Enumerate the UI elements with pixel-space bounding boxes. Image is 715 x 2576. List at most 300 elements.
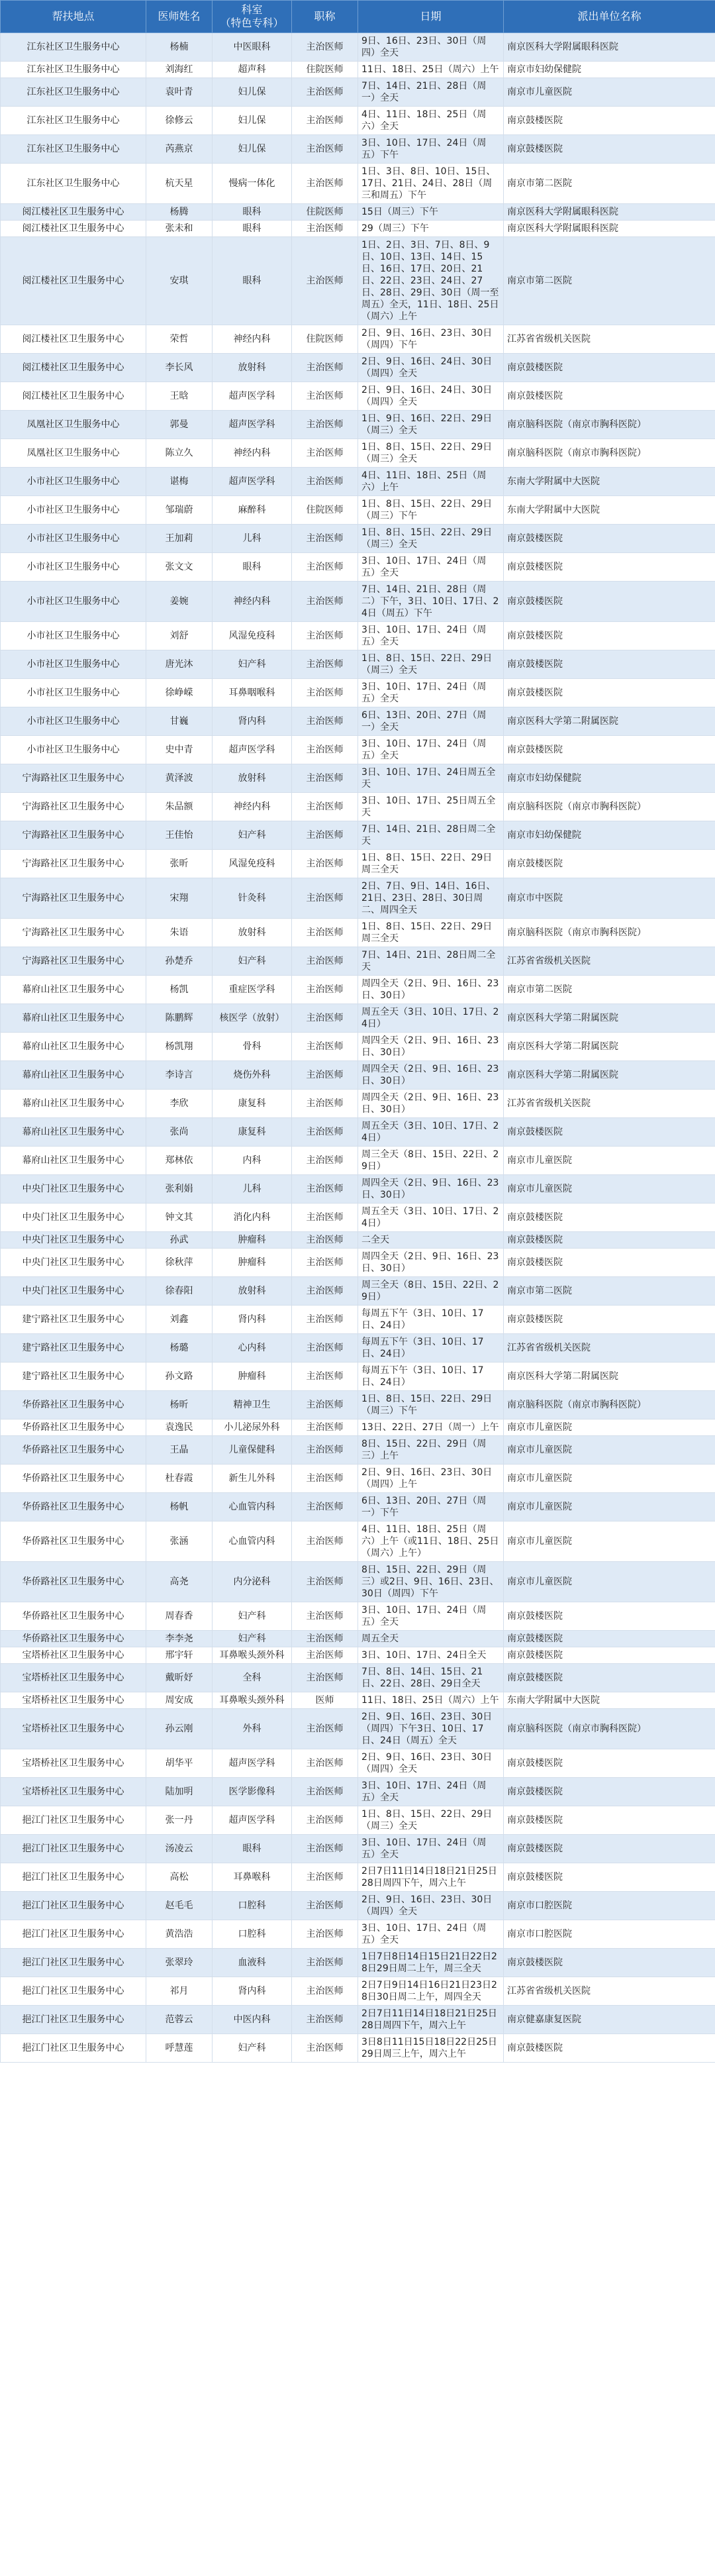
cell-title: 主治医师: [292, 793, 358, 821]
cell-doctor: 范蓉云: [146, 2006, 213, 2034]
cell-unit: 南京鼓楼医院: [504, 736, 715, 764]
cell-title: 主治医师: [292, 1090, 358, 1118]
cell-doctor: 郑林依: [146, 1147, 213, 1175]
cell-doctor: 赵毛毛: [146, 1892, 213, 1920]
cell-site: 挹江门社区卫生服务中心: [1, 1949, 146, 1977]
cell-department: 肾内科: [213, 1977, 292, 2006]
cell-date: 周五全天（3日、10日、17日、24日）: [358, 1204, 504, 1232]
cell-unit: 南京市妇幼保健院: [504, 62, 715, 78]
cell-date: 7日、14日、21日、28日周二全天: [358, 947, 504, 976]
cell-title: 主治医师: [292, 1806, 358, 1835]
cell-department: 儿童保健科: [213, 1436, 292, 1465]
cell-site: 阅江楼社区卫生服务中心: [1, 204, 146, 221]
cell-site: 小市社区卫生服务中心: [1, 468, 146, 496]
cell-site: 华侨路社区卫生服务中心: [1, 1465, 146, 1493]
cell-unit: 南京市儿童医院: [504, 1562, 715, 1602]
cell-department: 康复科: [213, 1118, 292, 1147]
table-row: [1, 33, 715, 62]
cell-doctor: 张涵: [146, 1521, 213, 1562]
cell-unit: 南京医科大学第二附属医院: [504, 707, 715, 736]
cell-unit: 南京鼓楼医院: [504, 1647, 715, 1664]
cell-department: 妇产科: [213, 947, 292, 976]
cell-date: 周四全天（2日、9日、16日、23日、30日）: [358, 1175, 504, 1204]
cell-title: 住院医师: [292, 325, 358, 354]
cell-title: 主治医师: [292, 919, 358, 947]
cell-doctor: 李长风: [146, 354, 213, 382]
cell-site: 华侨路社区卫生服务中心: [1, 1419, 146, 1436]
cell-title: 主治医师: [292, 1306, 358, 1334]
cell-site: 江东社区卫生服务中心: [1, 135, 146, 164]
cell-department: 中医眼科: [213, 33, 292, 62]
cell-date: 7日、14日、21日、28日（周二）下午，3日、10日、17日、24日（周五）下午: [358, 582, 504, 622]
cell-date: 1日、8日、15日、22日、29日周三全天: [358, 850, 504, 878]
cell-date: 周四全天（2日、9日、16日、23日、30日）: [358, 1061, 504, 1090]
header-title: 职称: [292, 1, 358, 33]
table-row: [1, 525, 715, 553]
cell-title: 住院医师: [292, 204, 358, 221]
cell-unit: 南京鼓楼医院: [504, 1249, 715, 1277]
cell-doctor: 安琪: [146, 237, 213, 325]
cell-department: 小儿泌尿外科: [213, 1419, 292, 1436]
cell-doctor: 杨凯翔: [146, 1033, 213, 1061]
cell-site: 挹江门社区卫生服务中心: [1, 1863, 146, 1892]
cell-unit: 南京市儿童医院: [504, 1521, 715, 1562]
cell-department: 超声医学科: [213, 736, 292, 764]
header-doctor: 医师姓名: [146, 1, 213, 33]
table-row: [1, 1562, 715, 1602]
cell-doctor: 芮燕京: [146, 135, 213, 164]
cell-doctor: 李诗言: [146, 1061, 213, 1090]
cell-date: 7日、14日、21日、28日周二全天: [358, 821, 504, 850]
cell-date: 3日、10日、17日、24日（周五）全天: [358, 1920, 504, 1949]
cell-date: 周五全天: [358, 1631, 504, 1647]
cell-doctor: 孙武: [146, 1232, 213, 1249]
cell-doctor: 刘海红: [146, 62, 213, 78]
cell-doctor: 孙云刚: [146, 1709, 213, 1749]
cell-department: 烧伤外科: [213, 1061, 292, 1090]
cell-title: 主治医师: [292, 622, 358, 650]
cell-unit: 南京鼓楼医院: [504, 1602, 715, 1631]
cell-unit: 南京鼓楼医院: [504, 1778, 715, 1806]
cell-title: 主治医师: [292, 1004, 358, 1033]
cell-unit: 南京市中医院: [504, 878, 715, 919]
cell-date: 3日、10日、17日、24日周五全天: [358, 764, 504, 793]
cell-doctor: 杨凯: [146, 976, 213, 1004]
table-row: [1, 1977, 715, 2006]
table-row: [1, 221, 715, 237]
header-site: 帮扶地点: [1, 1, 146, 33]
cell-site: 宝塔桥社区卫生服务中心: [1, 1664, 146, 1692]
cell-unit: 南京鼓楼医院: [504, 1863, 715, 1892]
cell-unit: 南京鼓楼医院: [504, 1204, 715, 1232]
cell-date: 9日、16日、23日、30日（周四）全天: [358, 33, 504, 62]
cell-site: 宁海路社区卫生服务中心: [1, 821, 146, 850]
cell-site: 宁海路社区卫生服务中心: [1, 919, 146, 947]
cell-date: 3日、10日、17日、24日（周五）全天: [358, 1602, 504, 1631]
cell-date: 1日、8日、15日、22日、29日周三全天: [358, 919, 504, 947]
cell-date: 2日7日9日14日16日21日23日28日30日周二上午，周四全天: [358, 1977, 504, 2006]
cell-date: 8日、15日、22日、29日（周三）上午: [358, 1436, 504, 1465]
cell-department: 精神卫生: [213, 1391, 292, 1419]
cell-title: 主治医师: [292, 2034, 358, 2063]
table-row: [1, 1892, 715, 1920]
table-row: [1, 707, 715, 736]
cell-title: 主治医师: [292, 1118, 358, 1147]
cell-site: 中央门社区卫生服务中心: [1, 1175, 146, 1204]
cell-title: 主治医师: [292, 1419, 358, 1436]
table-row: [1, 679, 715, 707]
cell-site: 江东社区卫生服务中心: [1, 164, 146, 204]
cell-site: 挹江门社区卫生服务中心: [1, 2006, 146, 2034]
table-row: [1, 1204, 715, 1232]
cell-title: 主治医师: [292, 164, 358, 204]
cell-date: 3日、10日、17日、24日（周五）全天: [358, 622, 504, 650]
cell-title: 主治医师: [292, 1647, 358, 1664]
cell-department: 肾内科: [213, 1306, 292, 1334]
cell-department: 重症医学科: [213, 976, 292, 1004]
cell-date: 2日、9日、16日、23日、30日（周四）下午: [358, 325, 504, 354]
cell-department: 超声医学科: [213, 411, 292, 439]
cell-unit: 南京市第二医院: [504, 976, 715, 1004]
cell-unit: 南京市口腔医院: [504, 1892, 715, 1920]
cell-date: 1日、8日、15日、22日、29日（周三）全天: [358, 525, 504, 553]
table-row: [1, 1920, 715, 1949]
cell-site: 中央门社区卫生服务中心: [1, 1204, 146, 1232]
cell-title: 主治医师: [292, 1778, 358, 1806]
cell-date: 3日、10日、17日、25日周五全天: [358, 793, 504, 821]
cell-site: 宝塔桥社区卫生服务中心: [1, 1778, 146, 1806]
table-row: [1, 947, 715, 976]
cell-date: 3日、10日、17日、24日（周五）全天: [358, 1778, 504, 1806]
cell-unit: 南京医科大学第二附属医院: [504, 1061, 715, 1090]
cell-title: 主治医师: [292, 947, 358, 976]
cell-site: 宝塔桥社区卫生服务中心: [1, 1749, 146, 1778]
cell-department: 眼科: [213, 1835, 292, 1863]
cell-doctor: 邹瑞蔚: [146, 496, 213, 525]
table-row: [1, 1835, 715, 1863]
cell-site: 建宁路社区卫生服务中心: [1, 1363, 146, 1391]
table-row: [1, 1033, 715, 1061]
cell-date: 周五全天（3日、10日、17日、24日）: [358, 1118, 504, 1147]
cell-doctor: 杨璐: [146, 1334, 213, 1363]
cell-title: 主治医师: [292, 764, 358, 793]
cell-doctor: 甘巍: [146, 707, 213, 736]
cell-date: 周三全天（8日、15日、22日、29日）: [358, 1277, 504, 1306]
cell-date: 6日、13日、20日、27日（周一）全天: [358, 707, 504, 736]
cell-site: 小市社区卫生服务中心: [1, 679, 146, 707]
cell-department: 儿科: [213, 1175, 292, 1204]
cell-title: 主治医师: [292, 439, 358, 468]
cell-department: 消化内科: [213, 1204, 292, 1232]
header-date: 日期: [358, 1, 504, 33]
cell-unit: 南京市儿童医院: [504, 1419, 715, 1436]
cell-doctor: 杨腾: [146, 204, 213, 221]
cell-doctor: 邢宇轩: [146, 1647, 213, 1664]
cell-doctor: 张利娟: [146, 1175, 213, 1204]
cell-doctor: 徐春阳: [146, 1277, 213, 1306]
cell-unit: 南京脑科医院（南京市胸科医院）: [504, 919, 715, 947]
cell-doctor: 高尧: [146, 1562, 213, 1602]
cell-doctor: 戴昕妤: [146, 1664, 213, 1692]
table-row: [1, 1436, 715, 1465]
cell-unit: 南京市儿童医院: [504, 1436, 715, 1465]
table-row: [1, 1806, 715, 1835]
cell-unit: 东南大学附属中大医院: [504, 1692, 715, 1709]
table-row: [1, 411, 715, 439]
cell-site: 挹江门社区卫生服务中心: [1, 1892, 146, 1920]
cell-unit: 南京鼓楼医院: [504, 553, 715, 582]
cell-doctor: 王佳怡: [146, 821, 213, 850]
cell-date: 周五全天（3日、10日、17日、24日）: [358, 1004, 504, 1033]
cell-date: 每周五下午（3日、10日、17日、24日）: [358, 1306, 504, 1334]
cell-unit: 南京市第二医院: [504, 164, 715, 204]
cell-department: 耳鼻喉科: [213, 1863, 292, 1892]
cell-site: 华侨路社区卫生服务中心: [1, 1493, 146, 1521]
table-row: [1, 1306, 715, 1334]
table-row: [1, 439, 715, 468]
cell-title: 主治医师: [292, 1602, 358, 1631]
cell-doctor: 杨帆: [146, 1493, 213, 1521]
cell-title: 主治医师: [292, 878, 358, 919]
cell-site: 小市社区卫生服务中心: [1, 582, 146, 622]
cell-department: 肿瘤科: [213, 1232, 292, 1249]
cell-doctor: 王加莉: [146, 525, 213, 553]
cell-date: 1日、3日、8日、10日、15日、17日、21日、24日、28日（周三和周五）下午: [358, 164, 504, 204]
cell-date: 周四全天（2日、9日、16日、23日、30日）: [358, 976, 504, 1004]
cell-date: 每周五下午（3日、10日、17日、24日）: [358, 1334, 504, 1363]
cell-doctor: 呼慧莲: [146, 2034, 213, 2063]
cell-site: 中央门社区卫生服务中心: [1, 1277, 146, 1306]
cell-unit: 南京鼓楼医院: [504, 1806, 715, 1835]
cell-date: 7日、8日、14日、15日、21日、22日、28日、29日全天: [358, 1664, 504, 1692]
cell-site: 小市社区卫生服务中心: [1, 650, 146, 679]
cell-doctor: 钟文其: [146, 1204, 213, 1232]
cell-doctor: 杨昕: [146, 1391, 213, 1419]
table-row: [1, 1277, 715, 1306]
cell-title: 主治医师: [292, 679, 358, 707]
cell-doctor: 朱品额: [146, 793, 213, 821]
header-department: 科室 （特色专科）: [213, 1, 292, 33]
cell-title: 主治医师: [292, 850, 358, 878]
cell-doctor: 黄浩浩: [146, 1920, 213, 1949]
cell-site: 江东社区卫生服务中心: [1, 107, 146, 135]
cell-department: 新生儿外科: [213, 1465, 292, 1493]
cell-doctor: 王晶: [146, 1436, 213, 1465]
cell-department: 肾内科: [213, 707, 292, 736]
table-row: [1, 107, 715, 135]
cell-department: 眼科: [213, 204, 292, 221]
cell-unit: 南京脑科医院（南京市胸科医院）: [504, 1709, 715, 1749]
cell-site: 挹江门社区卫生服务中心: [1, 2034, 146, 2063]
table-row: [1, 821, 715, 850]
cell-title: 主治医师: [292, 382, 358, 411]
cell-title: 主治医师: [292, 468, 358, 496]
cell-department: 内分泌科: [213, 1562, 292, 1602]
cell-title: 主治医师: [292, 1920, 358, 1949]
cell-unit: 南京医科大学第二附属医院: [504, 1004, 715, 1033]
cell-site: 华侨路社区卫生服务中心: [1, 1436, 146, 1465]
table-row: [1, 1419, 715, 1436]
cell-title: 主治医师: [292, 1977, 358, 2006]
table-row: [1, 1118, 715, 1147]
cell-unit: 南京市妇幼保健院: [504, 764, 715, 793]
cell-title: 主治医师: [292, 1391, 358, 1419]
cell-unit: 南京脑科医院（南京市胸科医院）: [504, 411, 715, 439]
cell-doctor: 徐峥嵘: [146, 679, 213, 707]
cell-title: 主治医师: [292, 1033, 358, 1061]
cell-department: 妇儿保: [213, 78, 292, 107]
cell-date: 11日、18日、25日（周六）上午: [358, 1692, 504, 1709]
cell-date: 3日、10日、17日、24日（周五）全天: [358, 736, 504, 764]
cell-site: 阅江楼社区卫生服务中心: [1, 237, 146, 325]
cell-title: 住院医师: [292, 62, 358, 78]
cell-department: 放射科: [213, 919, 292, 947]
cell-site: 挹江门社区卫生服务中心: [1, 1806, 146, 1835]
cell-doctor: 周安成: [146, 1692, 213, 1709]
cell-doctor: 张昕: [146, 850, 213, 878]
table-row: [1, 1692, 715, 1709]
cell-department: 妇产科: [213, 1602, 292, 1631]
cell-site: 阅江楼社区卫生服务中心: [1, 325, 146, 354]
cell-site: 华侨路社区卫生服务中心: [1, 1562, 146, 1602]
table-row: [1, 582, 715, 622]
table-row: [1, 736, 715, 764]
cell-doctor: 谌梅: [146, 468, 213, 496]
cell-title: 主治医师: [292, 1493, 358, 1521]
cell-doctor: 李欣: [146, 1090, 213, 1118]
cell-date: 3日、10日、17日、24日（周五）全天: [358, 1835, 504, 1863]
cell-unit: 南京市妇幼保健院: [504, 821, 715, 850]
cell-title: 主治医师: [292, 1631, 358, 1647]
cell-unit: 南京鼓楼医院: [504, 1306, 715, 1334]
cell-unit: 南京医科大学第二附属医院: [504, 1033, 715, 1061]
table-row: [1, 650, 715, 679]
cell-site: 中央门社区卫生服务中心: [1, 1232, 146, 1249]
cell-doctor: 张尚: [146, 1118, 213, 1147]
cell-site: 阅江楼社区卫生服务中心: [1, 382, 146, 411]
cell-title: 主治医师: [292, 1249, 358, 1277]
cell-doctor: 陈鹏辉: [146, 1004, 213, 1033]
cell-title: 主治医师: [292, 1521, 358, 1562]
cell-doctor: 张未和: [146, 221, 213, 237]
cell-department: 肿瘤科: [213, 1363, 292, 1391]
cell-title: 主治医师: [292, 1147, 358, 1175]
cell-date: 4日、11日、18日、25日（周六）全天: [358, 107, 504, 135]
cell-department: 心血管内科: [213, 1521, 292, 1562]
cell-department: 心血管内科: [213, 1493, 292, 1521]
cell-date: 2日、9日、16日、23日、30日（周四）全天: [358, 1892, 504, 1920]
cell-date: 周三全天（8日、15日、22日、29日）: [358, 1147, 504, 1175]
cell-unit: 江苏省省级机关医院: [504, 1334, 715, 1363]
cell-site: 小市社区卫生服务中心: [1, 496, 146, 525]
table-row: [1, 468, 715, 496]
cell-site: 华侨路社区卫生服务中心: [1, 1602, 146, 1631]
cell-site: 阅江楼社区卫生服务中心: [1, 354, 146, 382]
cell-site: 华侨路社区卫生服务中心: [1, 1521, 146, 1562]
cell-doctor: 刘鑫: [146, 1306, 213, 1334]
table-row: [1, 793, 715, 821]
cell-unit: 南京鼓楼医院: [504, 622, 715, 650]
cell-title: 主治医师: [292, 411, 358, 439]
table-row: [1, 1334, 715, 1363]
cell-unit: 南京脑科医院（南京市胸科医院）: [504, 1391, 715, 1419]
cell-date: 3日8日11日15日18日22日25日29日周三上午，周六上午: [358, 2034, 504, 2063]
cell-site: 小市社区卫生服务中心: [1, 736, 146, 764]
cell-doctor: 孙楚乔: [146, 947, 213, 976]
cell-unit: 南京鼓楼医院: [504, 135, 715, 164]
cell-department: 针灸科: [213, 878, 292, 919]
cell-unit: 南京鼓楼医院: [504, 582, 715, 622]
cell-department: 超声科: [213, 62, 292, 78]
cell-date: 1日、9日、16日、22日、29日（周三）全天: [358, 411, 504, 439]
cell-title: 主治医师: [292, 1061, 358, 1090]
cell-doctor: 陆加明: [146, 1778, 213, 1806]
table-row: [1, 204, 715, 221]
cell-date: 2日、9日、16日、23日、30日（周四）全天: [358, 1749, 504, 1778]
cell-title: 主治医师: [292, 582, 358, 622]
table-row: [1, 1664, 715, 1692]
cell-department: 康复科: [213, 1090, 292, 1118]
cell-doctor: 王晗: [146, 382, 213, 411]
table-row: [1, 1147, 715, 1175]
cell-unit: 南京市第二医院: [504, 1277, 715, 1306]
cell-date: 周四全天（2日、9日、16日、23日、30日）: [358, 1033, 504, 1061]
cell-date: 13日、22日、27日（周一）上午: [358, 1419, 504, 1436]
cell-site: 宁海路社区卫生服务中心: [1, 764, 146, 793]
cell-department: 妇儿保: [213, 135, 292, 164]
cell-doctor: 张翠玲: [146, 1949, 213, 1977]
cell-title: 主治医师: [292, 1363, 358, 1391]
cell-date: 1日、8日、15日、22日、29日（周三）全天: [358, 1806, 504, 1835]
header-unit: 派出单位名称: [504, 1, 715, 33]
cell-unit: 东南大学附属中大医院: [504, 496, 715, 525]
cell-department: 风湿免疫科: [213, 622, 292, 650]
cell-title: 主治医师: [292, 1863, 358, 1892]
cell-department: 耳鼻喉头颈外科: [213, 1647, 292, 1664]
cell-date: 2日、9日、16日、24日、30日（周四）全天: [358, 354, 504, 382]
cell-site: 宝塔桥社区卫生服务中心: [1, 1692, 146, 1709]
cell-doctor: 黄泽波: [146, 764, 213, 793]
cell-department: 麻醉科: [213, 496, 292, 525]
table-row: [1, 1004, 715, 1033]
cell-department: 超声医学科: [213, 382, 292, 411]
cell-unit: 南京市儿童医院: [504, 1493, 715, 1521]
cell-department: 神经内科: [213, 439, 292, 468]
cell-unit: 南京鼓楼医院: [504, 525, 715, 553]
cell-department: 心内科: [213, 1334, 292, 1363]
cell-title: 主治医师: [292, 1232, 358, 1249]
cell-doctor: 刘舒: [146, 622, 213, 650]
cell-title: 主治医师: [292, 221, 358, 237]
cell-unit: 南京医科大学附属眼科医院: [504, 33, 715, 62]
cell-unit: 江苏省省级机关医院: [504, 325, 715, 354]
cell-department: 超声医学科: [213, 468, 292, 496]
cell-date: 每周五下午（3日、10日、17日、24日）: [358, 1363, 504, 1391]
cell-site: 凤凰社区卫生服务中心: [1, 439, 146, 468]
table-row: [1, 1863, 715, 1892]
cell-department: 儿科: [213, 525, 292, 553]
cell-date: 二全天: [358, 1232, 504, 1249]
table-row: [1, 1249, 715, 1277]
cell-title: 主治医师: [292, 135, 358, 164]
cell-unit: 南京鼓楼医院: [504, 850, 715, 878]
cell-date: 2日7日11日14日18日21日25日28日周四下午，周六上午: [358, 1863, 504, 1892]
cell-site: 华侨路社区卫生服务中心: [1, 1391, 146, 1419]
cell-unit: 南京市口腔医院: [504, 1920, 715, 1949]
cell-site: 小市社区卫生服务中心: [1, 707, 146, 736]
cell-site: 幕府山社区卫生服务中心: [1, 1061, 146, 1090]
table-row: [1, 1175, 715, 1204]
